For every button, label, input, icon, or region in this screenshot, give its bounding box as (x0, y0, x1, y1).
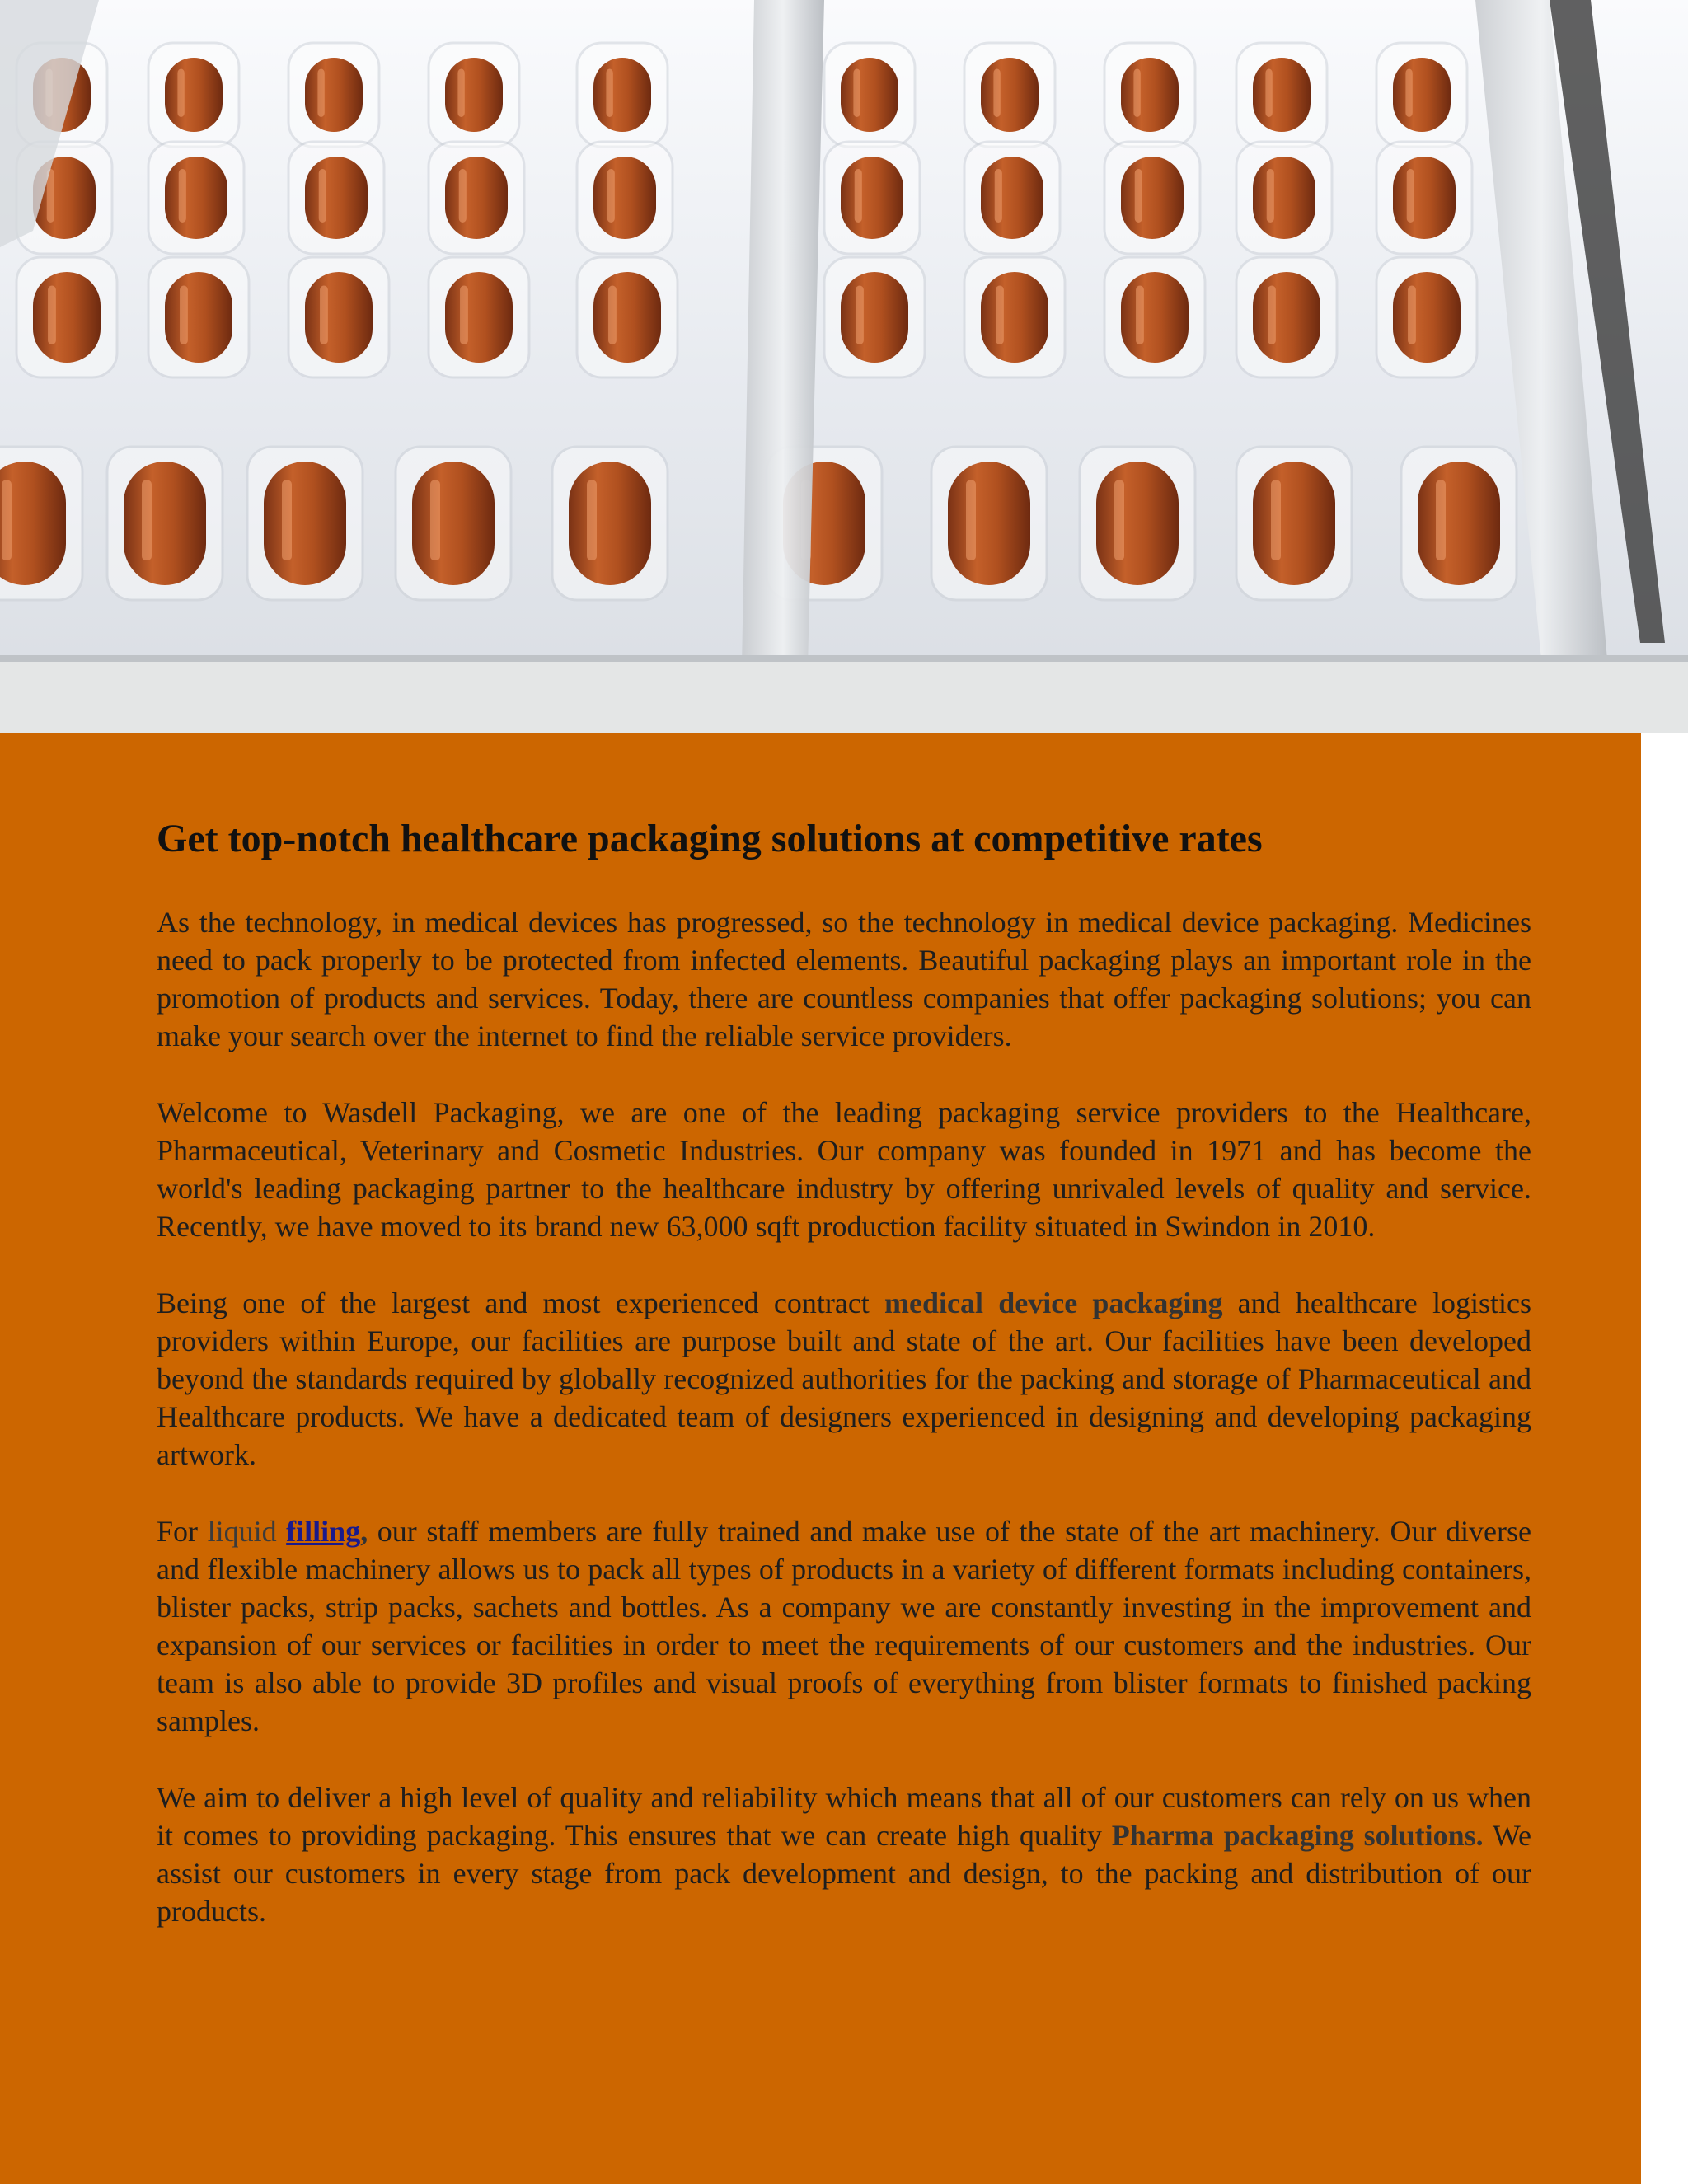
capsule (264, 462, 346, 585)
paragraph-filling-rest: our staff members are fully trained and make use of the state of the art machinery. Our diverse and flexible machinery allows us to pack all types of products in a variety of different formats including containers, blister packs, strip packs, sachets and bottles. As a company we are constantly investing in the improvement and expansion of our services or facilities in order to meet the requirements of our customers and the industries. Our team is also able to provide 3D profiles and visual proofs of everything from blister formats to finished packing samples. (157, 1515, 1531, 1737)
paragraph-quality-lead: We aim to deliver a high level of quality and reliability which means that all of our customers can rely on us when it comes to providing packaging. This ensures that we can create high quality (157, 1781, 1531, 1852)
capsule (1121, 272, 1189, 363)
capsule-highlight (177, 69, 184, 118)
article-title: Get top-notch healthcare packaging solutions at competitive rates (157, 817, 1263, 860)
capsule-highlight (1268, 286, 1276, 345)
capsule-highlight (607, 169, 615, 223)
capsule (33, 272, 101, 363)
capsule (1393, 272, 1461, 363)
capsule-highlight (853, 69, 860, 118)
paragraph-filling-for: For (157, 1515, 208, 1548)
capsule (445, 272, 513, 363)
capsule (841, 58, 898, 132)
capsule-highlight (606, 69, 612, 118)
capsule-highlight (1265, 69, 1272, 118)
capsule-highlight (457, 69, 464, 118)
capsule (1393, 58, 1451, 132)
capsule-highlight (48, 286, 56, 345)
capsule-highlight (587, 480, 597, 561)
capsule-highlight (993, 69, 1000, 118)
capsule (305, 272, 373, 363)
capsule-highlight (320, 286, 328, 345)
capsule-highlight (2, 480, 12, 561)
keyword-medical-device-packaging: medical device packaging (884, 1286, 1223, 1319)
capsule (841, 272, 908, 363)
capsule (445, 157, 508, 239)
capsule-highlight (1267, 169, 1274, 223)
capsule-highlight (966, 480, 976, 561)
paragraph-welcome (157, 1094, 1531, 1245)
paragraph-facilities-lead: Being one of the largest and most experienced contract (157, 1286, 885, 1319)
capsule (165, 58, 223, 132)
content-panel (0, 733, 1641, 2184)
paragraph-filling-liquid: liquid (207, 1515, 287, 1548)
capsule-highlight (608, 286, 617, 345)
capsule (305, 157, 368, 239)
capsule-highlight (460, 286, 468, 345)
paragraph-filling-comma: , (360, 1515, 368, 1548)
capsule-highlight (319, 169, 326, 223)
capsule-highlight (1405, 69, 1412, 118)
paragraph-intro (157, 903, 1531, 1055)
paragraph-quality-rest: We assist our customers in every stage from pack development and design, to the packing and distribution of our products. (157, 1819, 1531, 1928)
capsule-highlight (996, 286, 1004, 345)
capsule-highlight (1136, 286, 1144, 345)
hero-image (0, 0, 1688, 733)
capsule-highlight (180, 286, 188, 345)
capsule-highlight (142, 480, 152, 561)
capsule (981, 58, 1039, 132)
capsule (1096, 462, 1179, 585)
capsule-highlight (856, 286, 864, 345)
capsule-highlight (430, 480, 440, 561)
capsule (165, 272, 232, 363)
paragraph-quality (157, 1779, 1531, 1930)
paragraph-intro-text: As the technology, in medical devices has progressed, so the technology in medical device packaging. Medicines need to pack properly to be protected from infected elements. Beautiful packaging plays an important role in the promotion of products and services. Today, there are countless companies that offer packaging solutions; you can make your search over the internet to find the reliable service providers. (157, 906, 1531, 1052)
capsule (1253, 157, 1315, 239)
capsule-highlight (179, 169, 186, 223)
capsule-highlight (995, 169, 1002, 223)
paragraph-facilities (157, 1284, 1531, 1474)
capsule (981, 157, 1043, 239)
capsule-highlight (1271, 480, 1281, 561)
capsule (593, 58, 651, 132)
capsule (981, 272, 1048, 363)
capsule (124, 462, 206, 585)
capsule (841, 157, 903, 239)
article (157, 816, 1531, 1969)
capsule (1418, 462, 1500, 585)
capsule (445, 58, 503, 132)
capsule (593, 157, 656, 239)
capsule (1121, 157, 1184, 239)
capsule (1253, 272, 1320, 363)
paragraph-filling (157, 1512, 1531, 1740)
capsule-highlight (1135, 169, 1142, 223)
paragraph-welcome-text: Welcome to Wasdell Packaging, we are one of the leading packaging service providers to the Healthcare, Pharmaceutical, Veterinary and Cosmetic Industries. Our company was founded in 1971 and has become the world's leading packaging partner to the healthcare industry by offering unrivaled levels of quality and service. Recently, we have moved to its brand new 63,000 sqft production facility situated in Swindon in 2010. (157, 1096, 1531, 1243)
paragraph-facilities-rest: and healthcare logistics providers within Europe, our facilities are purpose built and state of the art. Our facilities have been developed beyond the standards required by globally recognized authorities for the packing and storage of Pharmaceutical and Healthcare products. We have a dedicated team of designers experienced in designing and developing packaging artwork. (157, 1286, 1531, 1471)
capsule (948, 462, 1030, 585)
capsule-highlight (459, 169, 467, 223)
capsule (1393, 157, 1456, 239)
capsule-highlight (1133, 69, 1140, 118)
capsule-highlight (1436, 480, 1446, 561)
capsule (305, 58, 363, 132)
capsule (1121, 58, 1179, 132)
capsule (593, 272, 661, 363)
filling-link[interactable]: filling (286, 1515, 361, 1548)
keyword-pharma-packaging: Pharma packaging solutions. (1111, 1819, 1484, 1852)
capsule (569, 462, 651, 585)
capsule-highlight (1114, 480, 1124, 561)
capsule (1253, 462, 1335, 585)
capsule-highlight (1408, 286, 1416, 345)
capsule-highlight (1407, 169, 1414, 223)
capsule-highlight (282, 480, 292, 561)
capsule-highlight (317, 69, 324, 118)
capsule (165, 157, 227, 239)
capsule (1253, 58, 1311, 132)
capsule-highlight (855, 169, 862, 223)
capsule (412, 462, 495, 585)
